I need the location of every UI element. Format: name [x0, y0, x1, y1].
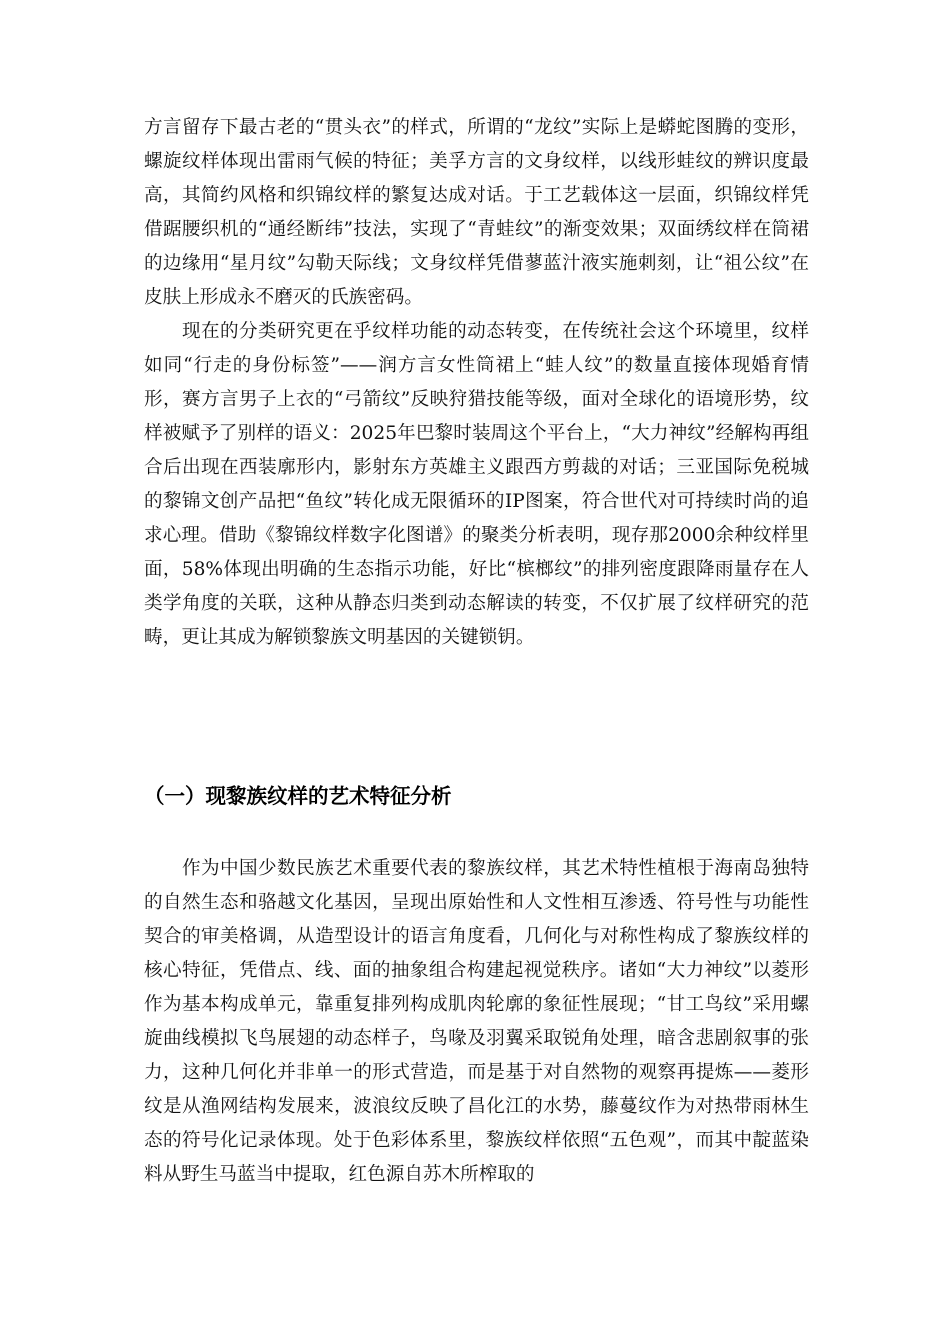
- section-heading: （一）现黎族纹样的艺术特征分析: [144, 784, 452, 808]
- paragraph: 作为中国少数民族艺术重要代表的黎族纹样，其艺术特性植根于海南岛独特的自然生态和骆越文化基因，呈现出原始性和人文性相互渗透、符号性与功能性契合的审美格调，从造型设计的语言角度看，几何化与对称性构成了黎族纹样的核心特征，凭借点、线、面的抽象组合构建起视觉秩序。诸如“大力神纹”以菱形作为基本构成单元，靠重复排列构成肌肉轮廓的象征性展现；“甘工鸟纹”采用螺旋曲线模拟飞鸟展翅的动态样子，鸟喙及羽翼采取锐角处理，暗含悲剧叙事的张力，这种几何化并非单一的形式营造，而是基于对自然物的观察再提炼——菱形纹是从渔网结构发展来，波浪纹反映了昌化江的水势，藤蔓纹作为对热带雨林生态的符号化记录体现。处于色彩体系里，黎族纹样依照“五色观”，而其中靛蓝染料从野生马蓝当中提取，红色源自苏木所榨取的: [144, 858, 809, 1185]
- paragraph: 现在的分类研究更在乎纹样功能的动态转变，在传统社会这个环境里，纹样如同“行走的身份标签”——润方言女性筒裙上“蛙人纹”的数量直接体现婚育情形，赛方言男子上衣的“弓箭纹”反映狩猎技能等级，面对全球化的语境形势，纹样被赋予了别样的语义：2025年巴黎时装周这个平台上，“大力神纹”经解构再组合后出现在西装廓形内，影射东方英雄主义跟西方剪裁的对话；三亚国际免税城的黎锦文创产品把“鱼纹”转化成无限循环的IP图案，符合世代对可持续时尚的追求心理。借助《黎锦纹样数字化图谱》的聚类分析表明，现存那2000余种纹样里面，58%体现出明确的生态指示功能，好比“槟榔纹”的排列密度跟降雨量存在人类学角度的关联，这种从静态归类到动态解读的转变，不仅扩展了纹样研究的范畴，更让其成为解锁黎族文明基因的关键锁钥。: [144, 321, 809, 648]
- paragraph-continued: 方言留存下最古老的“贯头衣”的样式，所谓的“龙纹”实际上是蟒蛇图腾的变形，螺旋纹样体现出雷雨气候的特征；美孚方言的文身纹样，以线形蛙纹的辨识度最高，其简约风格和织锦纹样的繁复达成对话。于工艺载体这一层面，织锦纹样凭借踞腰织机的“通经断纬”技法，实现了“青蛙纹”的渐变效果；双面绣纹样在筒裙的边缘用“星月纹”勾勒天际线；文身纹样凭借蓼蓝汁液实施刺刻，让“祖公纹”在皮肤上形成永不磨灭的氏族密码。: [144, 117, 809, 308]
- body-text-block: [144, 852, 809, 1192]
- body-text-block: [144, 111, 809, 655]
